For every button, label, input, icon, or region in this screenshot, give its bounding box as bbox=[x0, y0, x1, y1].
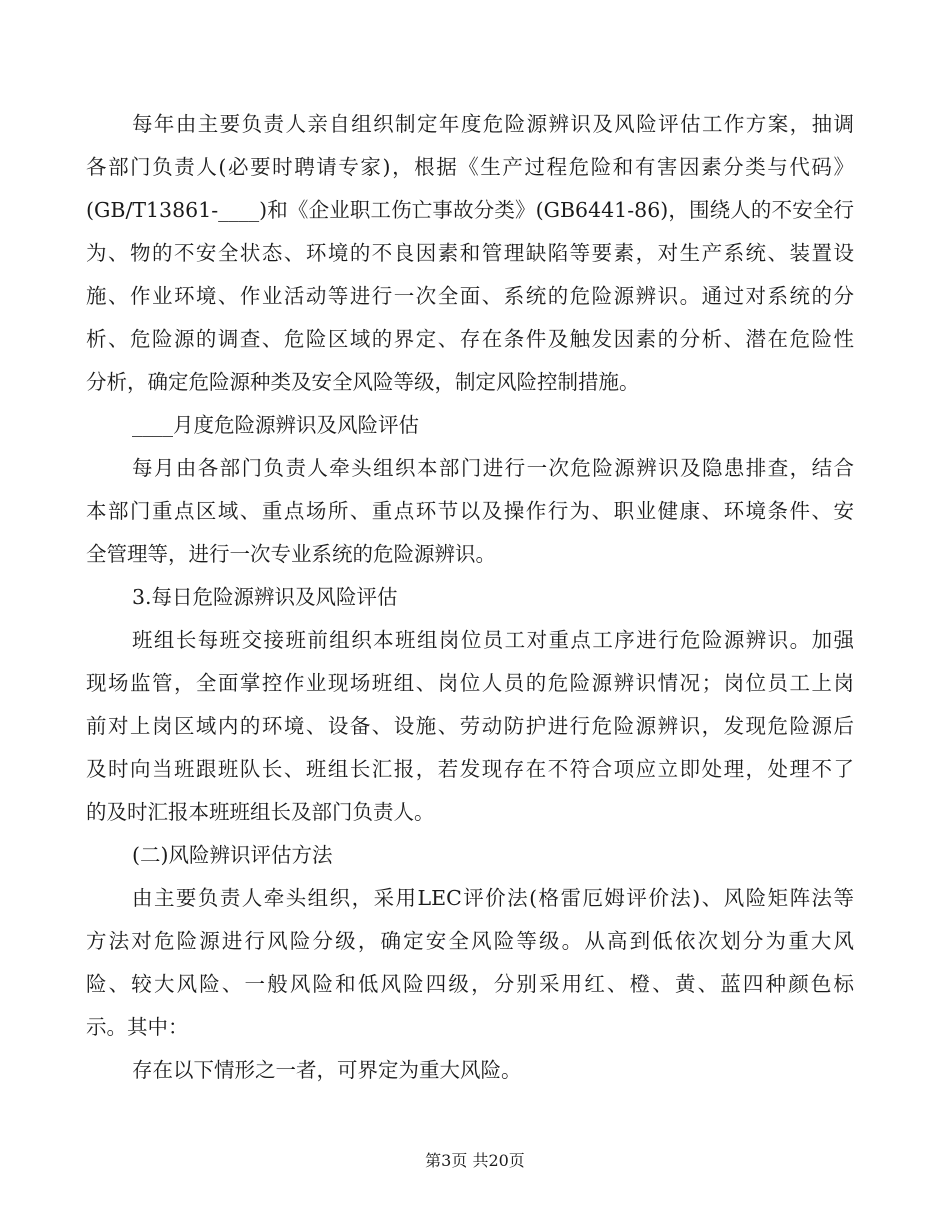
paragraph-line: 险、较大风险、一般风险和低风险四级，分别采用红、橙、黄、蓝四种颜色标 bbox=[86, 972, 854, 996]
document-body bbox=[86, 103, 854, 1092]
paragraph-line: 析、危险源的调查、危险区域的界定、存在条件及触发因素的分析、潜在危险性 bbox=[86, 327, 854, 351]
paragraph-line: 的及时汇报本班班组长及部门负责人。 bbox=[86, 800, 435, 824]
page-number-footer: 第3页 共20页 bbox=[425, 1151, 525, 1170]
section-heading: 3.每日危险源辨识及风险评估 bbox=[132, 585, 398, 609]
paragraph-line: 及时向当班跟班队长、班组长汇报，若发现存在不符合项应立即处理，处理不了 bbox=[86, 757, 854, 781]
paragraph-line: 班组长每班交接班前组织本班组岗位员工对重点工序进行危险源辨识。加强 bbox=[132, 628, 854, 652]
paragraph-line: 为、物的不安全状态、环境的不良因素和管理缺陷等要素，对生产系统、装置设 bbox=[86, 241, 854, 265]
paragraph-line: 各部门负责人(必要时聘请专家)，根据《生产过程危险和有害因素分类与代码》 bbox=[86, 155, 854, 179]
paragraph-line: 现场监管，全面掌控作业现场班组、岗位人员的危险源辨识情况；岗位员工上岗 bbox=[86, 671, 854, 695]
paragraph-line: 示。其中： bbox=[86, 1015, 189, 1039]
paragraph-line: 方法对危险源进行风险分级，确定安全风险等级。从高到低依次划分为重大风 bbox=[86, 929, 854, 953]
paragraph-line: 每年由主要负责人亲自组织制定年度危险源辨识及风险评估工作方案，抽调 bbox=[132, 112, 854, 136]
paragraph-line: 分析，确定危险源种类及安全风险等级，制定风险控制措施。 bbox=[86, 370, 640, 394]
section-heading: ____月度危险源辨识及风险评估 bbox=[132, 413, 419, 437]
paragraph-line: (GB/T13861-____)和《企业职工伤亡事故分类》(GB6441-86)，围绕人的不安全行 bbox=[86, 198, 854, 222]
paragraph-line: 施、作业环境、作业活动等进行一次全面、系统的危险源辨识。通过对系统的分 bbox=[86, 284, 854, 308]
paragraph-line: 前对上岗区域内的环境、设备、设施、劳动防护进行危险源辨识，发现危险源后 bbox=[86, 714, 854, 738]
paragraph-line: 本部门重点区域、重点场所、重点环节以及操作行为、职业健康、环境条件、安 bbox=[86, 499, 854, 523]
paragraph-line: 每月由各部门负责人牵头组织本部门进行一次危险源辨识及隐患排查，结合 bbox=[132, 456, 854, 480]
paragraph-line: 由主要负责人牵头组织，采用LEC评价法(格雷厄姆评价法)、风险矩阵法等 bbox=[132, 886, 854, 910]
paragraph-line: 全管理等，进行一次专业系统的危险源辨识。 bbox=[86, 542, 496, 566]
section-heading: (二)风险辨识评估方法 bbox=[132, 843, 333, 867]
paragraph-line: 存在以下情形之一者，可界定为重大风险。 bbox=[132, 1058, 522, 1082]
